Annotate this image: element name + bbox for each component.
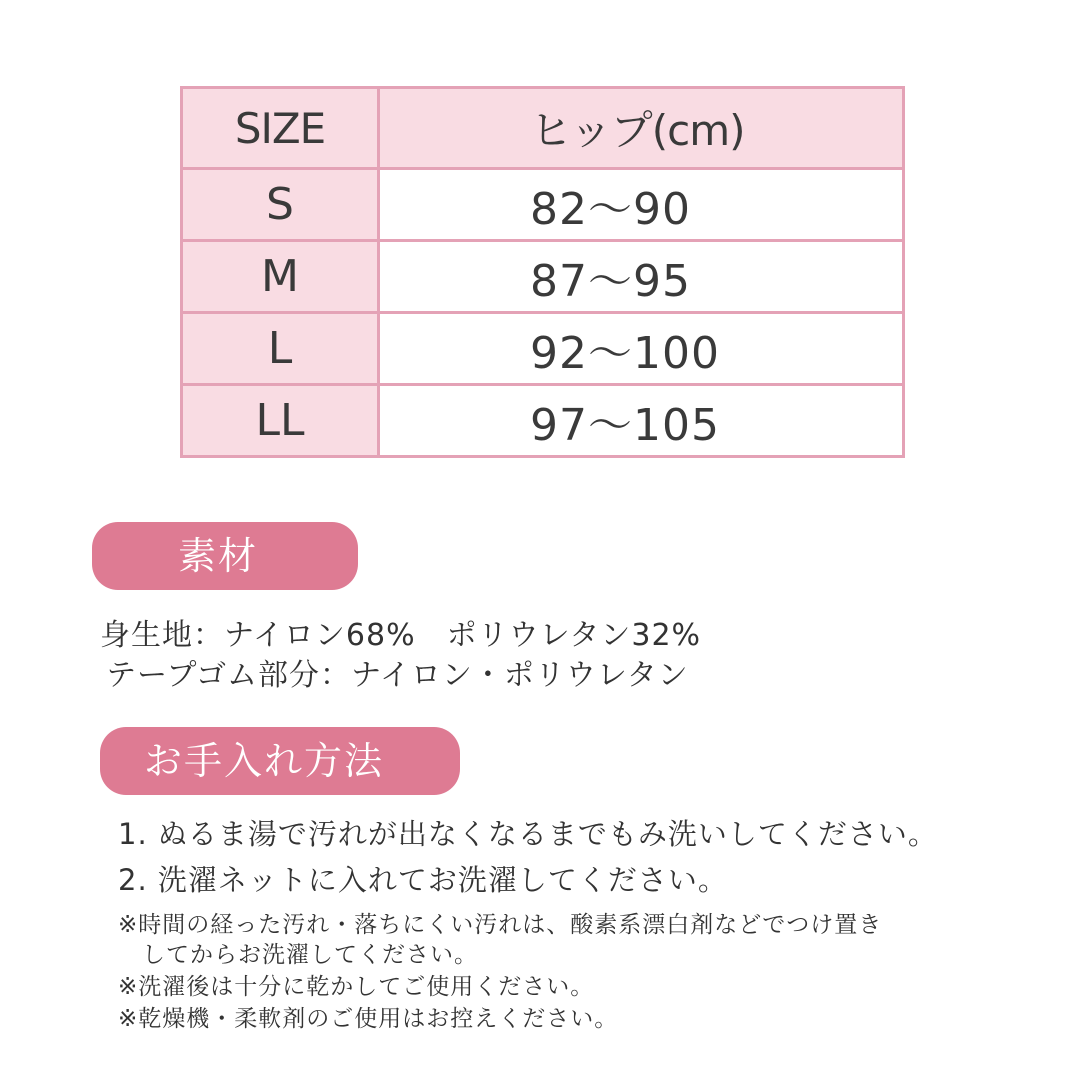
size-chart-table: [180, 86, 905, 458]
material-heading: 素材: [92, 522, 358, 590]
size-column-header: SIZE: [182, 88, 379, 169]
hip-range-cell: 97〜105: [379, 385, 904, 457]
hip-range-cell: 82〜90: [379, 169, 904, 241]
hip-range-cell: 87〜95: [379, 241, 904, 313]
table-row: [182, 313, 904, 385]
size-cell: S: [182, 169, 379, 241]
hip-range-cell: 92〜100: [379, 313, 904, 385]
care-step-1: 1. ぬるま湯で汚れが出なくなるまでもみ洗いしてください。: [118, 817, 938, 851]
table-row: [182, 241, 904, 313]
material-line-body: 身生地：ナイロン68% ポリウレタン32%: [100, 618, 702, 653]
care-step-2: 2. 洗濯ネットに入れてお洗濯してください。: [118, 863, 728, 897]
care-note-1: ※時間の経った汚れ・落ちにくい汚れは、酸素系漂白剤などでつけ置き: [118, 912, 883, 938]
care-note-3: ※乾燥機・柔軟剤のご使用はお控えください。: [118, 1006, 619, 1032]
size-cell: L: [182, 313, 379, 385]
material-line-tape: テープゴム部分：ナイロン・ポリウレタン: [106, 658, 689, 693]
care-heading: お手入れ方法: [100, 727, 460, 795]
size-cell: LL: [182, 385, 379, 457]
hip-column-header: ヒップ(cm): [379, 88, 904, 169]
table-header-row: [182, 88, 904, 169]
size-cell: M: [182, 241, 379, 313]
care-note-2: ※洗濯後は十分に乾かしてご使用ください。: [118, 974, 595, 1000]
table-row: [182, 385, 904, 457]
table-row: [182, 169, 904, 241]
care-note-1-cont: してからお洗濯してください。: [142, 942, 478, 968]
